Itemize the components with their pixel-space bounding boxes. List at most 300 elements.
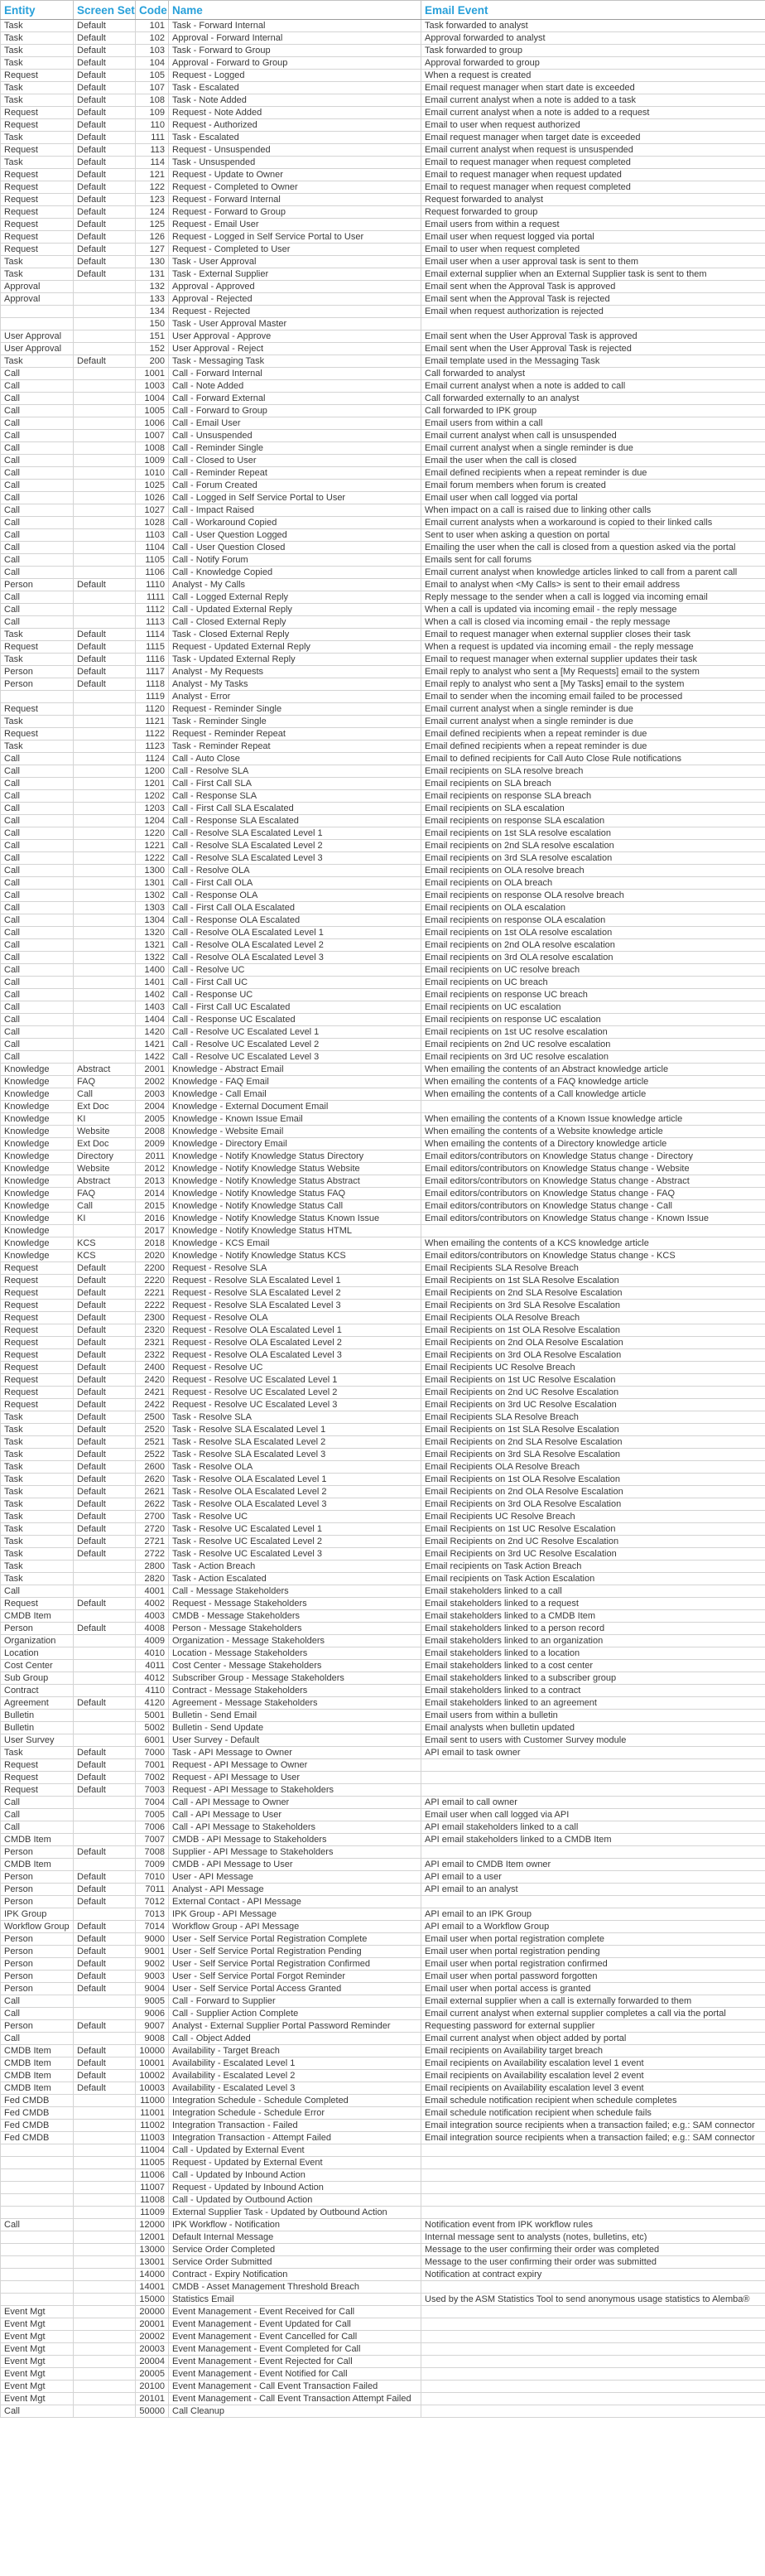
cell-code: 2221: [136, 1287, 169, 1300]
cell-screen-set: Default: [74, 1697, 136, 1710]
cell-code: 9004: [136, 1983, 169, 1995]
cell-email-event: Call forwarded externally to an analyst: [421, 393, 765, 405]
cell-screen-set: [74, 977, 136, 989]
cell-code: 11002: [136, 2120, 169, 2132]
cell-name: Location - Message Stakeholders: [169, 1647, 421, 1660]
cell-email-event: Email recipients on 1st OLA resolve escalation: [421, 927, 765, 939]
table-row: [1, 2219, 765, 2231]
cell-screen-set: Default: [74, 1511, 136, 1523]
cell-entity: Cost Center: [1, 1660, 74, 1672]
cell-email-event: Email stakeholders linked to a cost center: [421, 1660, 765, 1672]
table-row: [1, 1809, 765, 1821]
cell-email-event: Email integration source recipients when a transaction failed; e.g.: SAM connector: [421, 2132, 765, 2144]
cell-email-event: Email Recipients on 3rd OLA Resolve Escalation: [421, 1349, 765, 1362]
cell-code: 15000: [136, 2294, 169, 2306]
cell-email-event: API email to an analyst: [421, 1884, 765, 1896]
table-row: [1, 2244, 765, 2256]
cell-email-event: When a call is updated via incoming email - the reply message: [421, 604, 765, 616]
cell-screen-set: [74, 2331, 136, 2343]
cell-email-event: [421, 2331, 765, 2343]
cell-screen-set: [74, 2256, 136, 2269]
cell-name: Analyst - External Supplier Portal Password Reminder: [169, 2020, 421, 2033]
column-header-code: Code: [136, 1, 169, 20]
cell-name: Call - Updated External Reply: [169, 604, 421, 616]
cell-email-event: Notification at contract expiry: [421, 2269, 765, 2281]
cell-entity: Request: [1, 728, 74, 740]
cell-email-event: Email recipients on 1st SLA resolve escalation: [421, 827, 765, 840]
table-row: [1, 1921, 765, 1933]
table-row: [1, 567, 765, 579]
table-row: [1, 678, 765, 691]
cell-code: 2521: [136, 1436, 169, 1449]
cell-code: 1008: [136, 442, 169, 455]
cell-code: 7009: [136, 1859, 169, 1871]
cell-name: Task - Messaging Task: [169, 355, 421, 368]
cell-screen-set: [74, 1585, 136, 1598]
cell-name: IPK Workflow - Notification: [169, 2219, 421, 2231]
cell-screen-set: [74, 877, 136, 890]
cell-email-event: When emailing the contents of a Known Issue knowledge article: [421, 1113, 765, 1126]
cell-code: 1421: [136, 1039, 169, 1051]
cell-code: 1222: [136, 852, 169, 865]
cell-code: 111: [136, 132, 169, 144]
cell-code: 1117: [136, 666, 169, 678]
cell-email-event: Email reply to analyst who sent a [My Requests] email to the system: [421, 666, 765, 678]
cell-email-event: Email external supplier when a call is externally forwarded to them: [421, 1995, 765, 2008]
cell-code: 11003: [136, 2132, 169, 2144]
cell-name: Call - Email User: [169, 417, 421, 430]
cell-entity: Person: [1, 678, 74, 691]
cell-email-event: Email defined recipients when a repeat reminder is due: [421, 740, 765, 753]
cell-name: Knowledge - Notify Knowledge Status Directory: [169, 1151, 421, 1163]
cell-code: 7007: [136, 1834, 169, 1846]
cell-entity: Request: [1, 1275, 74, 1287]
cell-email-event: Call forwarded to IPK group: [421, 405, 765, 417]
cell-screen-set: [74, 1995, 136, 2008]
cell-entity: Call: [1, 964, 74, 977]
cell-screen-set: Default: [74, 1374, 136, 1387]
cell-code: 1121: [136, 716, 169, 728]
table-row: [1, 268, 765, 281]
cell-screen-set: Default: [74, 666, 136, 678]
cell-screen-set: [74, 2169, 136, 2182]
cell-name: Request - Resolve OLA: [169, 1312, 421, 1324]
cell-screen-set: Default: [74, 1312, 136, 1324]
cell-entity: Request: [1, 641, 74, 654]
cell-name: Call - Impact Raised: [169, 504, 421, 517]
cell-screen-set: Default: [74, 1884, 136, 1896]
cell-name: Analyst - My Calls: [169, 579, 421, 591]
column-header-name: Name: [169, 1, 421, 20]
cell-email-event: Email Recipients on 2nd UC Resolve Escalation: [421, 1387, 765, 1399]
cell-name: Call - Message Stakeholders: [169, 1585, 421, 1598]
cell-email-event: Email user when request logged via portal: [421, 231, 765, 244]
cell-screen-set: [74, 330, 136, 343]
cell-email-event: Email recipients on 2nd SLA resolve escalation: [421, 840, 765, 852]
cell-entity: Knowledge: [1, 1113, 74, 1126]
cell-screen-set: Default: [74, 1275, 136, 1287]
cell-entity: Location: [1, 1647, 74, 1660]
cell-email-event: Email recipients on response OLA resolve breach: [421, 890, 765, 902]
cell-email-event: When emailing the contents of an Abstract knowledge article: [421, 1064, 765, 1076]
cell-name: Call - API Message to Stakeholders: [169, 1821, 421, 1834]
cell-name: Call - First Call UC: [169, 977, 421, 989]
cell-code: 6001: [136, 1734, 169, 1747]
cell-screen-set: Default: [74, 1349, 136, 1362]
cell-code: 2720: [136, 1523, 169, 1536]
cell-email-event: Email stakeholders linked to an organization: [421, 1635, 765, 1647]
table-row: [1, 977, 765, 989]
cell-email-event: Email current analyst when knowledge articles linked to call from a parent call: [421, 567, 765, 579]
cell-entity: Person: [1, 1971, 74, 1983]
cell-name: Call - Forward to Group: [169, 405, 421, 417]
cell-screen-set: [74, 281, 136, 293]
cell-email-event: Email Recipients on 3rd UC Resolve Escalation: [421, 1399, 765, 1411]
cell-screen-set: [74, 2405, 136, 2418]
cell-name: Knowledge - Notify Knowledge Status HTML: [169, 1225, 421, 1237]
cell-name: Request - Logged in Self Service Portal to User: [169, 231, 421, 244]
cell-name: Call - Resolve SLA Escalated Level 3: [169, 852, 421, 865]
cell-screen-set: [74, 2306, 136, 2318]
cell-email-event: API email to a Workflow Group: [421, 1921, 765, 1933]
cell-screen-set: [74, 2368, 136, 2381]
cell-entity: Call: [1, 790, 74, 803]
cell-email-event: Email Recipients on 2nd OLA Resolve Escalation: [421, 1337, 765, 1349]
cell-email-event: [421, 1896, 765, 1908]
cell-entity: Call: [1, 1001, 74, 1014]
cell-name: Request - Authorized: [169, 119, 421, 132]
cell-screen-set: Default: [74, 244, 136, 256]
table-row: [1, 206, 765, 219]
cell-code: 131: [136, 268, 169, 281]
cell-entity: Call: [1, 480, 74, 492]
cell-name: Request - Rejected: [169, 306, 421, 318]
cell-code: 2721: [136, 1536, 169, 1548]
cell-name: Request - Resolve SLA: [169, 1262, 421, 1275]
table-header: [1, 1, 765, 20]
cell-code: 9002: [136, 1958, 169, 1971]
table-row: [1, 467, 765, 480]
cell-code: 1303: [136, 902, 169, 914]
cell-entity: [1, 318, 74, 330]
cell-code: 1403: [136, 1001, 169, 1014]
cell-name: Call - API Message to User: [169, 1809, 421, 1821]
cell-email-event: Email current analyst when a single reminder is due: [421, 716, 765, 728]
cell-entity: Person: [1, 1933, 74, 1946]
cell-entity: Call: [1, 840, 74, 852]
cell-screen-set: [74, 703, 136, 716]
cell-name: Knowledge - Notify Knowledge Status FAQ: [169, 1188, 421, 1200]
table-row: [1, 330, 765, 343]
cell-screen-set: [74, 393, 136, 405]
cell-entity: Person: [1, 1846, 74, 1859]
cell-code: 20002: [136, 2331, 169, 2343]
cell-name: Request - Resolve SLA Escalated Level 3: [169, 1300, 421, 1312]
table-row: [1, 293, 765, 306]
cell-name: Request - Completed to Owner: [169, 181, 421, 194]
cell-email-event: Email stakeholders linked to a call: [421, 1585, 765, 1598]
cell-entity: Person: [1, 1946, 74, 1958]
cell-entity: Call: [1, 616, 74, 629]
cell-entity: Request: [1, 244, 74, 256]
cell-screen-set: [74, 1710, 136, 1722]
cell-screen-set: Ext Doc: [74, 1138, 136, 1151]
cell-code: 1304: [136, 914, 169, 927]
cell-code: 2300: [136, 1312, 169, 1324]
cell-entity: Call: [1, 591, 74, 604]
cell-code: 1104: [136, 542, 169, 554]
cell-email-event: When impact on a call is raised due to linking other calls: [421, 504, 765, 517]
cell-email-event: API email to call owner: [421, 1797, 765, 1809]
cell-email-event: [421, 2157, 765, 2169]
table-row: [1, 1411, 765, 1424]
cell-code: 126: [136, 231, 169, 244]
cell-screen-set: FAQ: [74, 1076, 136, 1088]
cell-entity: [1, 2182, 74, 2194]
cell-name: Supplier - API Message to Stakeholders: [169, 1846, 421, 1859]
table-row: [1, 2082, 765, 2095]
cell-screen-set: Default: [74, 194, 136, 206]
cell-name: Task - Action Escalated: [169, 1573, 421, 1585]
cell-entity: Request: [1, 194, 74, 206]
table-row: [1, 1374, 765, 1387]
cell-email-event: Email Recipients OLA Resolve Breach: [421, 1312, 765, 1324]
cell-screen-set: Ext Doc: [74, 1101, 136, 1113]
cell-screen-set: [74, 604, 136, 616]
cell-code: 1321: [136, 939, 169, 952]
table-row: [1, 1697, 765, 1710]
cell-email-event: [421, 2169, 765, 2182]
table-row: [1, 1387, 765, 1399]
cell-email-event: Email editors/contributors on Knowledge Status change - Directory: [421, 1151, 765, 1163]
cell-screen-set: [74, 442, 136, 455]
cell-code: 4120: [136, 1697, 169, 1710]
cell-entity: Agreement: [1, 1697, 74, 1710]
cell-email-event: Email recipients on response SLA escalation: [421, 815, 765, 827]
cell-code: 105: [136, 70, 169, 82]
cell-code: 1201: [136, 778, 169, 790]
cell-screen-set: [74, 1014, 136, 1026]
cell-screen-set: Default: [74, 1958, 136, 1971]
cell-code: 103: [136, 45, 169, 57]
table-row: [1, 107, 765, 119]
table-row: [1, 1474, 765, 1486]
cell-screen-set: [74, 1051, 136, 1064]
cell-entity: Organization: [1, 1635, 74, 1647]
cell-screen-set: Default: [74, 355, 136, 368]
cell-entity: Fed CMDB: [1, 2107, 74, 2120]
cell-screen-set: Default: [74, 169, 136, 181]
cell-screen-set: Default: [74, 157, 136, 169]
cell-code: 1123: [136, 740, 169, 753]
cell-screen-set: Default: [74, 144, 136, 157]
cell-name: Task - Resolve UC Escalated Level 3: [169, 1548, 421, 1561]
table-row: [1, 1461, 765, 1474]
cell-email-event: Email recipients on 1st UC resolve escalation: [421, 1026, 765, 1039]
cell-screen-set: KI: [74, 1113, 136, 1126]
cell-entity: Person: [1, 2020, 74, 2033]
cell-screen-set: [74, 554, 136, 567]
table-row: [1, 1610, 765, 1623]
cell-name: Request - Resolve UC Escalated Level 3: [169, 1399, 421, 1411]
cell-code: 1112: [136, 604, 169, 616]
table-row: [1, 927, 765, 939]
table-row: [1, 2033, 765, 2045]
cell-screen-set: [74, 840, 136, 852]
cell-entity: Fed CMDB: [1, 2132, 74, 2144]
cell-entity: Task: [1, 57, 74, 70]
table-row: [1, 728, 765, 740]
table-row: [1, 604, 765, 616]
cell-name: Request - Resolve OLA Escalated Level 1: [169, 1324, 421, 1337]
cell-name: Person - Message Stakeholders: [169, 1623, 421, 1635]
cell-entity: Event Mgt: [1, 2343, 74, 2356]
table-row: [1, 1349, 765, 1362]
cell-email-event: When emailing the contents of a Directory knowledge article: [421, 1138, 765, 1151]
cell-screen-set: Default: [74, 32, 136, 45]
cell-screen-set: [74, 2194, 136, 2207]
cell-code: 1106: [136, 567, 169, 579]
cell-email-event: Email recipients on Task Action Escalation: [421, 1573, 765, 1585]
cell-name: Integration Transaction - Failed: [169, 2120, 421, 2132]
cell-entity: Task: [1, 1436, 74, 1449]
cell-code: 2008: [136, 1126, 169, 1138]
cell-code: 1007: [136, 430, 169, 442]
cell-code: 4010: [136, 1647, 169, 1660]
table-row: [1, 542, 765, 554]
cell-screen-set: Default: [74, 1623, 136, 1635]
cell-screen-set: [74, 964, 136, 977]
cell-entity: Request: [1, 1337, 74, 1349]
table-row: [1, 2294, 765, 2306]
cell-name: Organization - Message Stakeholders: [169, 1635, 421, 1647]
cell-email-event: [421, 318, 765, 330]
table-row: [1, 765, 765, 778]
cell-email-event: Email stakeholders linked to a person record: [421, 1623, 765, 1635]
cell-entity: Person: [1, 1884, 74, 1896]
table-row: [1, 1113, 765, 1126]
cell-entity: User Survey: [1, 1734, 74, 1747]
cell-email-event: Email sent when the Approval Task is approved: [421, 281, 765, 293]
table-row: [1, 2405, 765, 2418]
cell-screen-set: Default: [74, 1933, 136, 1946]
cell-code: 1300: [136, 865, 169, 877]
cell-entity: Request: [1, 1324, 74, 1337]
cell-code: 2622: [136, 1498, 169, 1511]
cell-email-event: Email sent when the User Approval Task is rejected: [421, 343, 765, 355]
cell-screen-set: [74, 529, 136, 542]
cell-name: Request - Resolve OLA Escalated Level 3: [169, 1349, 421, 1362]
cell-name: Contract - Expiry Notification: [169, 2269, 421, 2281]
cell-name: Request - Resolve OLA Escalated Level 2: [169, 1337, 421, 1349]
column-header-screen-set: Screen Set: [74, 1, 136, 20]
cell-entity: Request: [1, 107, 74, 119]
cell-entity: Knowledge: [1, 1076, 74, 1088]
cell-entity: Task: [1, 1486, 74, 1498]
cell-entity: [1, 2194, 74, 2207]
cell-entity: Knowledge: [1, 1151, 74, 1163]
table-row: [1, 169, 765, 181]
cell-screen-set: [74, 1039, 136, 1051]
cell-email-event: Email user when portal registration pending: [421, 1946, 765, 1958]
cell-code: 7012: [136, 1896, 169, 1908]
cell-email-event: API email to CMDB Item owner: [421, 1859, 765, 1871]
cell-screen-set: Default: [74, 1598, 136, 1610]
cell-name: Approval - Approved: [169, 281, 421, 293]
cell-email-event: Email request manager when target date is exceeded: [421, 132, 765, 144]
cell-screen-set: Default: [74, 107, 136, 119]
cell-code: 20003: [136, 2343, 169, 2356]
cell-email-event: [421, 1759, 765, 1772]
cell-name: Request - API Message to Owner: [169, 1759, 421, 1772]
cell-name: Request - Resolve SLA Escalated Level 2: [169, 1287, 421, 1300]
cell-screen-set: Default: [74, 1921, 136, 1933]
cell-email-event: Email recipients on SLA resolve breach: [421, 765, 765, 778]
cell-code: 125: [136, 219, 169, 231]
cell-email-event: Call forwarded to analyst: [421, 368, 765, 380]
cell-entity: Workflow Group: [1, 1921, 74, 1933]
cell-name: Call - Response UC: [169, 989, 421, 1001]
table-row: [1, 318, 765, 330]
cell-name: Request - Message Stakeholders: [169, 1598, 421, 1610]
cell-entity: Person: [1, 1623, 74, 1635]
cell-code: 1113: [136, 616, 169, 629]
cell-screen-set: [74, 2144, 136, 2157]
cell-entity: Task: [1, 1424, 74, 1436]
cell-code: 1200: [136, 765, 169, 778]
cell-email-event: [421, 2306, 765, 2318]
cell-screen-set: [74, 1722, 136, 1734]
cell-screen-set: Default: [74, 45, 136, 57]
cell-name: Approval - Rejected: [169, 293, 421, 306]
cell-name: Call - Response UC Escalated: [169, 1014, 421, 1026]
cell-entity: Task: [1, 157, 74, 169]
cell-entity: Task: [1, 82, 74, 94]
cell-code: 1119: [136, 691, 169, 703]
cell-entity: CMDB Item: [1, 1610, 74, 1623]
cell-name: Call - First Call UC Escalated: [169, 1001, 421, 1014]
table-row: [1, 815, 765, 827]
cell-entity: Person: [1, 579, 74, 591]
cell-email-event: Email user when portal access is granted: [421, 1983, 765, 1995]
cell-screen-set: Default: [74, 1324, 136, 1337]
cell-name: Agreement - Message Stakeholders: [169, 1697, 421, 1710]
cell-entity: Request: [1, 1784, 74, 1797]
cell-code: 1402: [136, 989, 169, 1001]
cell-name: Call - First Call SLA Escalated: [169, 803, 421, 815]
cell-code: 114: [136, 157, 169, 169]
cell-entity: Call: [1, 2219, 74, 2231]
cell-entity: Task: [1, 1561, 74, 1573]
cell-screen-set: [74, 2318, 136, 2331]
cell-code: 1204: [136, 815, 169, 827]
cell-entity: Person: [1, 666, 74, 678]
cell-name: Task - Resolve OLA Escalated Level 3: [169, 1498, 421, 1511]
cell-code: 2015: [136, 1200, 169, 1213]
cell-entity: Request: [1, 169, 74, 181]
cell-screen-set: [74, 430, 136, 442]
cell-screen-set: [74, 852, 136, 865]
table-row: [1, 1871, 765, 1884]
cell-code: 1320: [136, 927, 169, 939]
cell-screen-set: Default: [74, 1337, 136, 1349]
cell-name: Task - Forward to Group: [169, 45, 421, 57]
cell-name: Task - External Supplier: [169, 268, 421, 281]
cell-name: Request - Completed to User: [169, 244, 421, 256]
cell-code: 2014: [136, 1188, 169, 1200]
cell-name: Call - Auto Close: [169, 753, 421, 765]
cell-name: Request - Forward Internal: [169, 194, 421, 206]
